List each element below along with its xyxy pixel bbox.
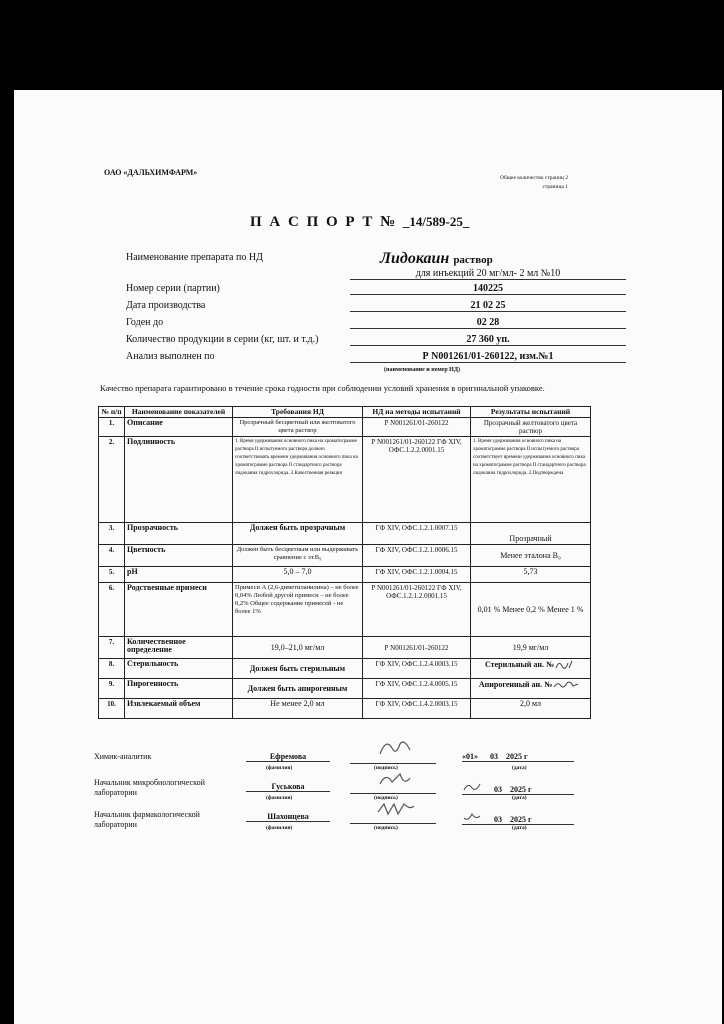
- signer-surname: Шахонцева: [246, 812, 330, 822]
- header-indicator: Наименование показателей: [125, 407, 233, 418]
- production-value: 21 02 25: [350, 300, 626, 312]
- signer-role: Химик-аналитик: [94, 752, 152, 761]
- row-number: 6.: [99, 583, 125, 637]
- row-indicator: Подлинность: [125, 437, 233, 523]
- page-current: страница 1: [542, 184, 568, 190]
- row-method: Р N001261/01-260122: [363, 637, 471, 659]
- drug-form: для инъекций 20 мг/мл- 2 мл №10: [350, 268, 626, 280]
- row-result: 5,73: [471, 567, 591, 583]
- row-method: ГФ XIV, ОФС.1.2.4.0003.15: [363, 659, 471, 679]
- row-number: 8.: [99, 659, 125, 679]
- date-year: 2025 г: [510, 815, 532, 824]
- row-number: 7.: [99, 637, 125, 659]
- row-number: 4.: [99, 545, 125, 567]
- row-indicator: Извлекаемый объем: [125, 699, 233, 719]
- handwritten-number: [552, 680, 582, 690]
- date-month: 03: [494, 785, 502, 794]
- analysis-label: Анализ выполнен по: [126, 351, 215, 362]
- table-row: [99, 583, 591, 637]
- row-requirement: Не менее 2,0 мл: [233, 699, 363, 719]
- caption-signature: (подпись): [374, 765, 398, 771]
- header-number: № п/п: [99, 407, 125, 418]
- drug-name: [380, 250, 493, 268]
- header-results: Результаты испытаний: [471, 407, 591, 418]
- table-row: [99, 545, 591, 567]
- row-requirement: Должен быть апирогенным: [233, 679, 363, 699]
- row-result: Менее эталона В₉: [471, 545, 591, 567]
- handwritten-number: [554, 660, 576, 670]
- date-month: 03: [494, 815, 502, 824]
- row-result: 1. Время удерживания основного пика на хроматограмме раствора II испытуемого раствора соответствует времени удерживания основного пика на хроматограмме раствора II стандартного раствора лидокаина гидрохлорида. 2.Подтверждена: [471, 437, 591, 523]
- row-requirement: Примеси А (2,6-диметиланилина) – не более 0,04% Любой другой примеси – не более 0,2% Общее содержание примесей - не более 1%: [233, 583, 363, 637]
- expiry-value: 02 28: [350, 317, 626, 329]
- row-indicator: Цветность: [125, 545, 233, 567]
- table-row: [99, 659, 591, 679]
- row-method: Р N001261/01-260122 ГФ XIV, ОФС.1.2.1.2.0001.15: [363, 583, 471, 637]
- handwritten-day: [462, 782, 488, 792]
- caption-date: (дата): [512, 765, 527, 771]
- passport-title-prefix: П А С П О Р Т №: [250, 214, 398, 230]
- date-month: 03: [490, 752, 498, 761]
- table-header-row: [99, 407, 591, 418]
- row-result-text: Апирогенный ан. №: [478, 679, 553, 689]
- series-label: Номер серии (партии): [126, 283, 220, 294]
- handwritten-day: [462, 812, 488, 822]
- date-year: 2025 г: [506, 752, 528, 761]
- expiry-label: Годен до: [126, 317, 164, 328]
- signer-surname: Гуськова: [246, 782, 330, 792]
- row-requirement: 19,0–21,0 мг/мл: [233, 637, 363, 659]
- row-indicator: Прозрачность: [125, 523, 233, 545]
- row-result: Прозрачный желтоватого цвета раствор: [471, 418, 591, 437]
- row-method: ГФ XIV, ОФС.1.2.1.0006.15: [363, 545, 471, 567]
- row-requirement: Должен быть бесцветным или выдерживать сравнение с эт.В₉: [233, 545, 363, 567]
- caption-date: (дата): [512, 795, 527, 801]
- row-requirement: Должен быть стерильным: [233, 659, 363, 679]
- row-indicator: Пирогенность: [125, 679, 233, 699]
- production-label: Дата производства: [126, 300, 206, 311]
- table-row: [99, 637, 591, 659]
- row-result: 2,0 мл: [471, 699, 591, 719]
- row-method: ГФ XIV, ОФС.1.2.1.0007.15: [363, 523, 471, 545]
- date-year: 2025 г: [510, 785, 532, 794]
- document-page: [14, 90, 722, 1024]
- row-result: 19,9 мг/мл: [471, 637, 591, 659]
- series-value: 140225: [350, 283, 626, 295]
- quantity-label: Количество продукции в серии (кг, шт. и т.д.): [126, 334, 319, 345]
- drug-name-text: Лидокаин: [380, 250, 450, 267]
- caption-surname: (фамилия): [266, 825, 293, 831]
- pages-total: Общее количество страниц 2: [500, 175, 568, 181]
- row-indicator: Количественное определение: [125, 637, 233, 659]
- drug-name-suffix: раствор: [453, 254, 493, 266]
- row-number: 9.: [99, 679, 125, 699]
- table-row: [99, 699, 591, 719]
- table-row: [99, 418, 591, 437]
- row-requirement: Должен быть прозрачным: [233, 523, 363, 545]
- caption-surname: (фамилия): [266, 795, 293, 801]
- row-method: ГФ XIV, ОФС.1.2.1.0004.15: [363, 567, 471, 583]
- table-row: [99, 679, 591, 699]
- row-indicator: pH: [125, 567, 233, 583]
- caption-signature: (подпись): [374, 825, 398, 831]
- name-label: Наименование препарата по НД: [126, 252, 263, 263]
- caption-surname: (фамилия): [266, 765, 293, 771]
- handwritten-signature: [376, 736, 416, 760]
- signer-surname: Ефремова: [246, 752, 330, 762]
- date-day: «01»: [462, 752, 478, 761]
- quantity-value: 27 360 уп.: [350, 334, 626, 346]
- table-row: [99, 523, 591, 545]
- table-row: [99, 437, 591, 523]
- row-indicator: Родственные примеси: [125, 583, 233, 637]
- tests-table: [98, 406, 591, 719]
- row-result: [471, 679, 591, 699]
- caption-date: (дата): [512, 825, 527, 831]
- row-method: ГФ XIV, ОФС.1.4.2.0003.15: [363, 699, 471, 719]
- row-requirement: Прозрачный бесцветный или желтоватого цвета раствор: [233, 418, 363, 437]
- signature-date: [462, 812, 574, 825]
- row-result: Прозрачный: [471, 523, 591, 545]
- page-count: [500, 174, 568, 192]
- analysis-value: Р N001261/01-260122, изм.№1: [350, 351, 626, 363]
- row-method: Р N001261/01-260122: [363, 418, 471, 437]
- handwritten-signature: [374, 798, 418, 822]
- row-number: 1.: [99, 418, 125, 437]
- signature-date: [462, 782, 574, 795]
- caption-signature: (подпись): [374, 795, 398, 801]
- row-result-text: Стерильный ан. №: [484, 659, 555, 669]
- row-result: [471, 659, 591, 679]
- table-row: [99, 567, 591, 583]
- row-method: ГФ XIV, ОФС.1.2.4.0005.15: [363, 679, 471, 699]
- header-methods: НД на методы испытаний: [363, 407, 471, 418]
- passport-number: _14/589-25_: [402, 214, 470, 229]
- organization-name: ОАО «ДАЛЬХИМФАРМ»: [104, 168, 198, 177]
- passport-title: [250, 214, 469, 231]
- row-number: 2.: [99, 437, 125, 523]
- handwritten-signature: [374, 768, 414, 792]
- row-result: 0,01 % Менее 0,2 % Менее 1 %: [471, 583, 591, 637]
- signer-role: Начальник фармакологической лаборатории: [94, 810, 200, 829]
- row-requirement: 5,0 – 7,0: [233, 567, 363, 583]
- signature-date: [462, 752, 574, 762]
- header-requirements: Требования НД: [233, 407, 363, 418]
- row-requirement: 1. Время удерживания основного пика на хроматограмме раствора II испытуемого раствора должно соответствовать времени удерживания основного пика на хроматограмме раствора II стандартного раствора лидокаина гидрохлорида. 2.Качественная реакция: [233, 437, 363, 523]
- row-method: Р N001261/01-260122 ГФ XIV, ОФС.1.2.2.0001.15: [363, 437, 471, 523]
- row-number: 10.: [99, 699, 125, 719]
- row-number: 5.: [99, 567, 125, 583]
- row-indicator: Описание: [125, 418, 233, 437]
- row-number: 3.: [99, 523, 125, 545]
- quality-statement: Качество препарата гарантировано в течение срока годности при соблюдении условий хранения в оригинальной упаковке.: [100, 383, 545, 393]
- analysis-note: (наименование и номер НД): [384, 367, 460, 373]
- row-indicator: Стерильность: [125, 659, 233, 679]
- signer-role: Начальник микробиологической лаборатории: [94, 778, 205, 797]
